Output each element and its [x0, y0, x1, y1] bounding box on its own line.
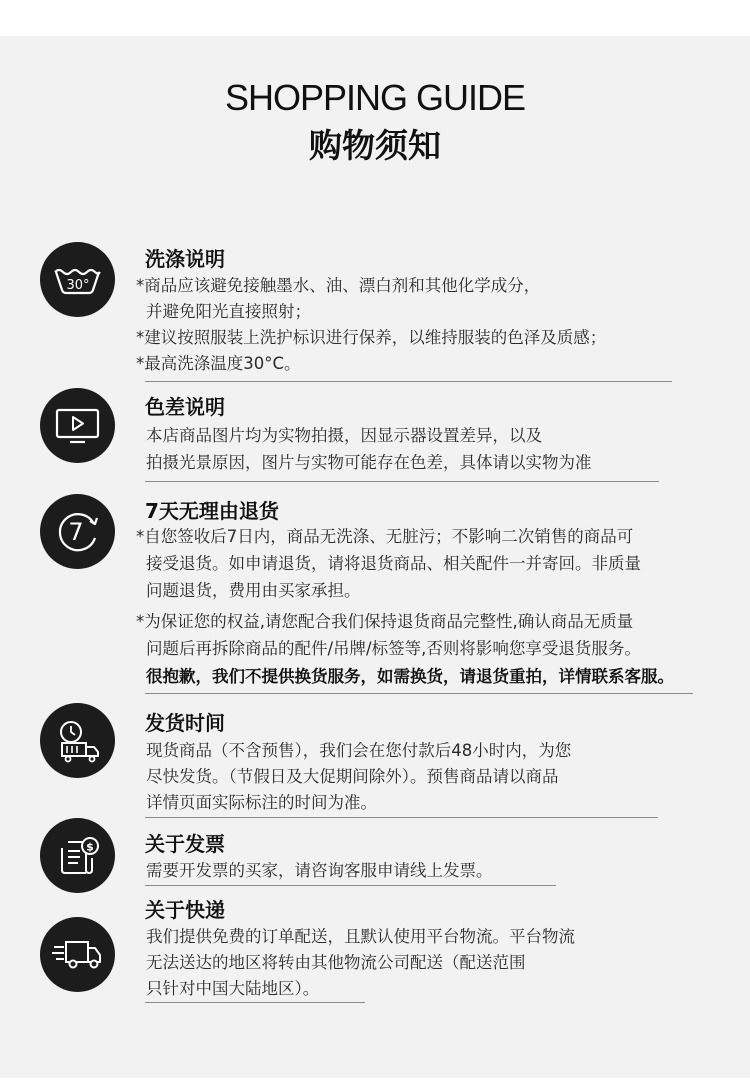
express-line-3: 只针对中国大陆地区）。 — [146, 979, 320, 998]
shipping-line-1: 现货商品（不含预售），我们会在您付款后48小时内，为您 — [146, 741, 572, 760]
svg-text:$: $ — [86, 840, 94, 854]
wash-30-icon — [40, 242, 115, 317]
return-line-4: *为保证您的权益,请您配合我们保持退货商品完整性,确认商品无质量 — [136, 612, 634, 631]
shipping-line-2: 尽快发货。（节假日及大促期间除外）。预售商品请以商品 — [146, 767, 559, 786]
svg-text:30°: 30° — [66, 278, 90, 293]
express-truck-icon — [40, 917, 115, 992]
page-title-en: SHOPPING GUIDE — [224, 77, 526, 118]
shipping-line-3: 详情页面实际标注的时间为准。 — [146, 793, 377, 812]
seven-day-return-icon — [40, 494, 115, 569]
return-line-1: *自您签收后7日内，商品无洗涤、无脏污；不影响二次销售的商品可 — [136, 527, 634, 546]
washing-line-4: *最高洗涤温度30°C。 — [136, 354, 301, 373]
section-heading-return: 7天无理由退货 — [145, 499, 279, 523]
divider — [145, 817, 658, 818]
display-play-icon — [40, 388, 115, 463]
divider — [145, 693, 693, 694]
return-line-5: 问题后再拆除商品的配件/吊牌/标签等,否则将影响您享受退货服务。 — [146, 639, 641, 658]
divider — [145, 381, 672, 382]
return-line-2: 接受退货。如申请退货，请将退货商品、相关配件一并寄回。非质量 — [146, 554, 641, 573]
express-line-1: 我们提供免费的订单配送，且默认使用平台物流。平台物流 — [146, 927, 575, 946]
section-heading-shipping: 发货时间 — [145, 711, 225, 735]
section-heading-express: 关于快递 — [145, 898, 225, 922]
page-title-cn: 购物须知 — [309, 126, 441, 165]
washing-line-1: *商品应该避免接触墨水、油、漂白剂和其他化学成分， — [136, 276, 541, 295]
divider — [145, 481, 659, 482]
color-diff-line-2: 拍摄光景原因，图片与实物可能存在色差，具体请以实物为准 — [146, 453, 592, 472]
washing-line-2: 并避免阳光直接照射； — [146, 302, 311, 321]
express-line-2: 无法送达的地区将转由其他物流公司配送（配送范围 — [146, 953, 526, 972]
invoice-line-1: 需要开发票的买家，请咨询客服申请线上发票。 — [146, 861, 493, 880]
delivery-clock-icon — [40, 703, 115, 778]
color-diff-line-1: 本店商品图片均为实物拍摄，因显示器设置差异，以及 — [146, 426, 542, 445]
washing-line-3: *建议按照服装上洗护标识进行保养，以维持服装的色泽及质感； — [136, 328, 607, 347]
return-line-6: 很抱歉，我们不提供换货服务，如需换货，请退货重拍，详情联系客服。 — [146, 667, 674, 686]
section-heading-washing: 洗涤说明 — [145, 247, 225, 271]
return-line-3: 问题退货，费用由买家承担。 — [146, 581, 361, 600]
section-heading-color-diff: 色差说明 — [145, 395, 225, 419]
divider — [145, 885, 556, 886]
invoice-icon — [40, 818, 115, 893]
svg-text:7: 7 — [68, 518, 84, 546]
divider — [145, 1002, 365, 1003]
section-heading-invoice: 关于发票 — [145, 832, 225, 856]
